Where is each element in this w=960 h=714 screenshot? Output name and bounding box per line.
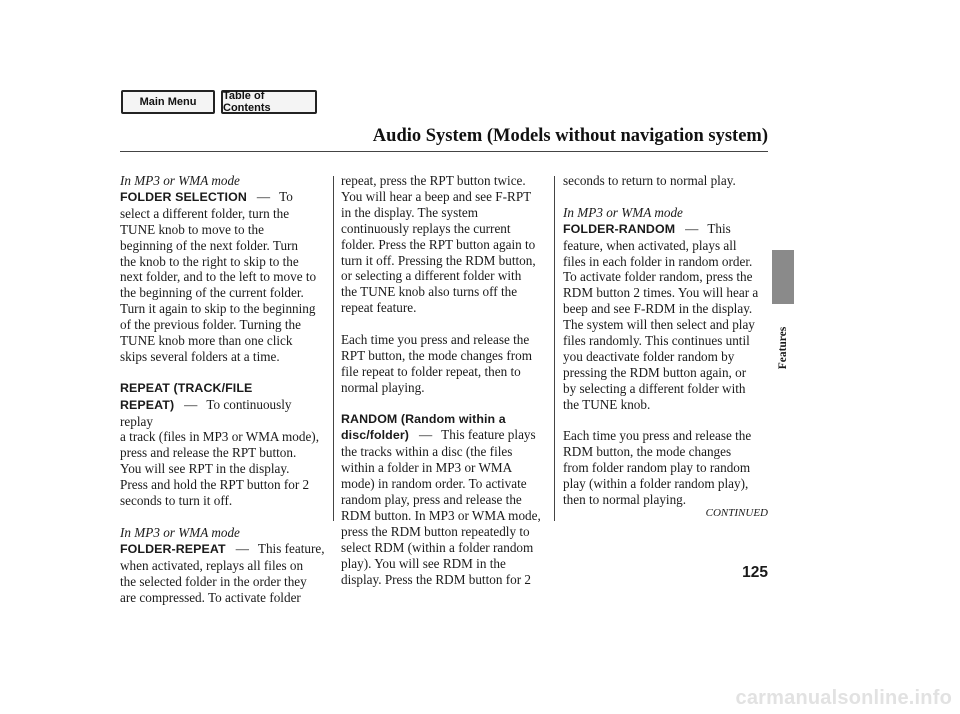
text-line: RDM button 2 times. You will hear a (563, 285, 759, 301)
folder-repeat-heading: FOLDER-REPEAT (120, 541, 226, 556)
text-line: within a folder in MP3 or WMA (341, 460, 513, 476)
text-line: mode) in random order. To activate (341, 476, 527, 492)
folder-random-first-line (563, 221, 768, 238)
section-tab (772, 250, 794, 304)
text-line: beep and see F-RDM in the display. (563, 301, 753, 317)
text-line: the tracks within a disc (the files (341, 444, 513, 460)
text-line: of the previous folder. Turning the (120, 317, 301, 333)
text-line: TUNE knob more than one click (120, 333, 293, 349)
text-line: This (707, 220, 731, 236)
random-heading: RANDOM (Random within a (341, 411, 506, 426)
text-line: The system will then select and play (563, 317, 755, 333)
text-line: To (279, 188, 293, 204)
text-line: repeat, press the RPT button twice. (341, 173, 526, 188)
text-column-2 (341, 173, 547, 588)
text-line: the beginning of the current folder. (120, 285, 304, 301)
dash: — (418, 427, 433, 443)
text-line: files randomly. This continues until (563, 333, 750, 349)
continued-label: CONTINUED (705, 507, 768, 519)
text-line: Each time you press and release the (563, 428, 752, 444)
text-line: Turn it again to skip to the beginning (120, 301, 316, 317)
text-line: the TUNE knob also turns off the (341, 284, 518, 300)
folder-selection-heading: FOLDER SELECTION (120, 189, 247, 204)
watermark: carmanualsonline.info (735, 687, 952, 709)
dash: — (184, 396, 198, 412)
text-line: select RDM (within a folder random (341, 539, 534, 555)
text-line: next folder, and to the left to move to (120, 269, 317, 285)
text-line: Each time you press and release the (341, 332, 530, 348)
text-line: files in each folder in random order. (563, 253, 753, 269)
text-line: then to normal playing. (563, 492, 687, 508)
text-line: RDM button. In MP3 or WMA mode, (341, 508, 541, 523)
folder-selection-first-line (120, 189, 326, 206)
text-line: continuously replays the current (341, 220, 511, 236)
text-line: To continuously replay (120, 396, 292, 429)
text-line: normal playing. (341, 379, 425, 395)
dash: — (256, 188, 271, 204)
header-divider (120, 151, 768, 152)
section-label (774, 318, 792, 378)
repeat-first-line (120, 397, 326, 430)
text-line: play (within a folder random play), (563, 476, 749, 492)
random-heading-cont: disc/folder) (341, 428, 409, 443)
text-line: seconds to return to normal play. (563, 173, 736, 188)
section-label-text: Features (777, 326, 789, 370)
text-line: display. Press the RDM button for 2 (341, 571, 531, 587)
text-line: or selecting a different folder with (341, 268, 522, 284)
text-line: press and release the RPT button. (120, 445, 297, 461)
text-column-1 (120, 173, 326, 605)
text-line: To activate folder random, press the (563, 269, 753, 285)
text-line: seconds to turn it off. (120, 493, 233, 509)
dash: — (685, 220, 699, 236)
text-line: This feature, (257, 540, 325, 556)
text-line: a track (files in MP3 or WMA mode), (120, 429, 319, 445)
text-line: repeat feature. (341, 300, 417, 316)
text-line: You will hear a beep and see F-RPT (341, 188, 532, 204)
page-number: 125 (742, 564, 768, 581)
text-line: are compressed. To activate folder (120, 589, 301, 605)
column-divider-2 (554, 176, 555, 521)
mode-label: In MP3 or WMA mode (563, 204, 683, 220)
text-line: in the display. The system (341, 204, 478, 220)
mode-label: In MP3 or WMA mode (120, 524, 240, 540)
text-line: you deactivate folder random by (563, 348, 735, 364)
folder-random-heading: FOLDER-RANDOM (563, 221, 676, 236)
text-line: skips several folders at a time. (120, 348, 280, 364)
text-line: random play, press and release the (341, 492, 522, 508)
text-column-3 (563, 173, 768, 508)
text-line: Press and hold the RPT button for 2 (120, 477, 310, 493)
text-line: This feature plays (441, 427, 536, 443)
repeat-heading: REPEAT (TRACK/FILE (120, 380, 253, 395)
mode-label: In MP3 or WMA mode (120, 173, 240, 188)
page-title: Audio System (Models without navigation system) (372, 126, 768, 146)
text-line: the TUNE knob. (563, 396, 651, 412)
text-line: the selected folder in the order they (120, 573, 307, 589)
folder-repeat-first-line (120, 541, 326, 558)
random-first-line (341, 427, 547, 444)
main-menu-button[interactable]: Main Menu (121, 90, 215, 114)
text-line: file repeat to folder repeat, then to (341, 363, 521, 379)
text-line: turn it off. Pressing the RDM button, (341, 252, 536, 268)
dash: — (235, 540, 249, 556)
text-line: from folder random play to random (563, 460, 751, 476)
text-line: when activated, replays all files on (120, 557, 304, 573)
text-line: pressing the RDM button again, or (563, 364, 747, 380)
text-line: TUNE knob to move to the (120, 221, 264, 237)
column-divider-1 (333, 176, 334, 521)
text-line: feature, when activated, plays all (563, 237, 737, 253)
repeat-heading-cont: REPEAT) (120, 397, 175, 412)
text-line: You will see RPT in the display. (120, 461, 290, 477)
text-line: RPT button, the mode changes from (341, 347, 532, 363)
text-line: play). You will see RDM in the (341, 555, 506, 571)
text-line: beginning of the next folder. Turn (120, 237, 299, 253)
text-line: RDM button, the mode changes (563, 444, 732, 460)
text-line: the knob to the right to skip to the (120, 253, 299, 269)
text-line: select a different folder, turn the (120, 205, 290, 221)
text-line: by selecting a different folder with (563, 380, 746, 396)
text-line: press the RDM button repeatedly to (341, 523, 530, 539)
table-of-contents-button[interactable]: Table of Contents (221, 90, 317, 114)
text-line: folder. Press the RPT button again to (341, 236, 536, 252)
